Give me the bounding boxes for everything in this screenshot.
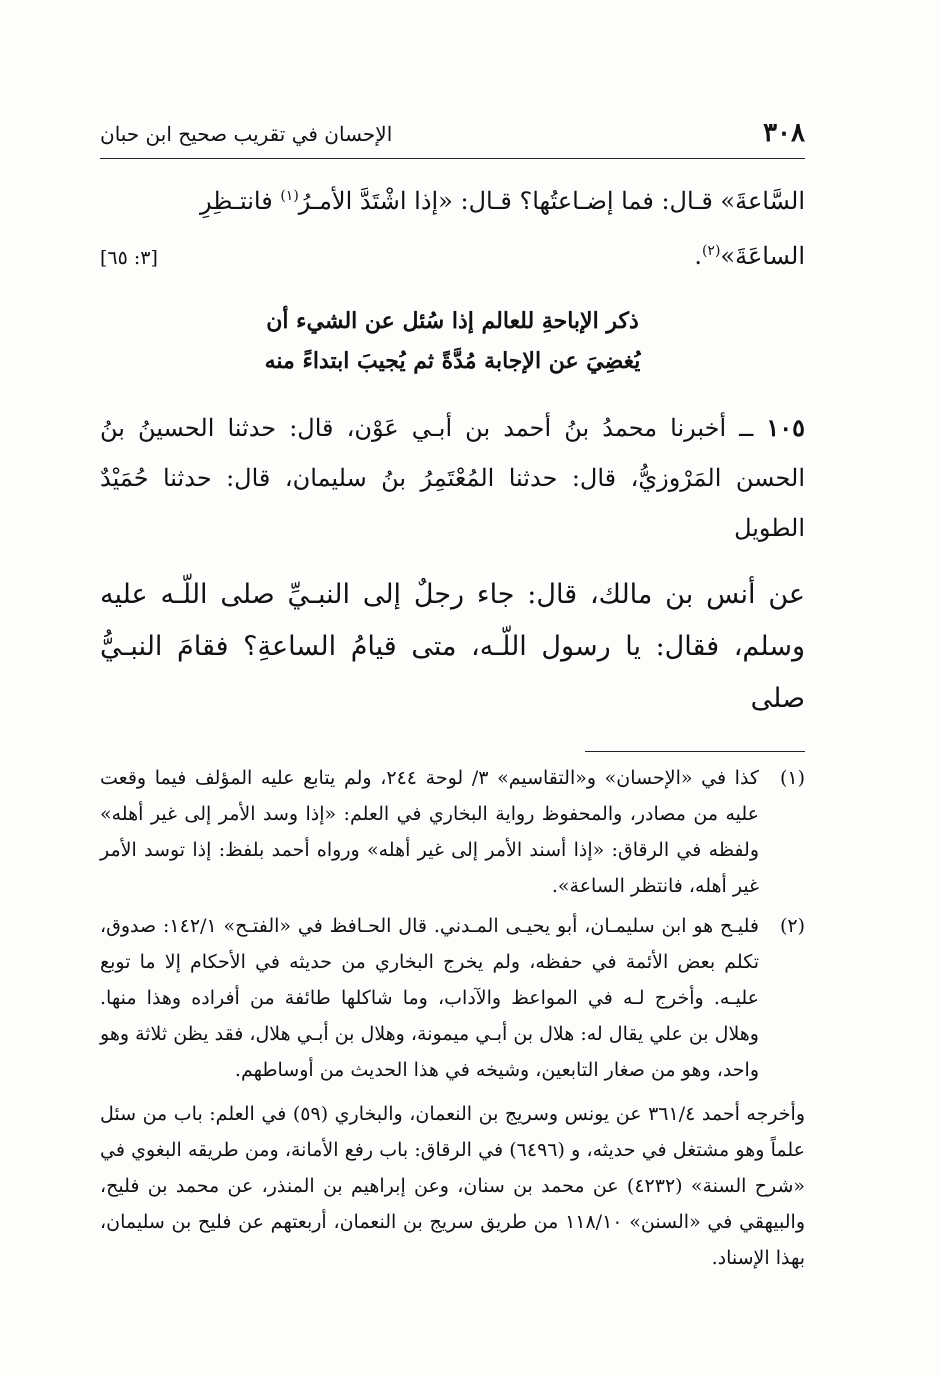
chapter-heading xyxy=(100,301,805,381)
chapter-heading-line1: ذكر الإباحةِ للعالم إذا سُئل عن الشيء أن xyxy=(266,308,639,334)
top-text-line1: السَّاعةَ» قـال: فما إضـاعتُها؟ قـال: «إذا اشْتَدَّ الأمـرُ$^{(١)}$ فانتـظِرِ xyxy=(200,187,805,215)
footnote-2-continuation: وأخرجه أحمد ٣٦١/٤ عن يونس وسريج بن النعمان، والبخاري (٥٩) في العلم: باب من سئل علماً وهو مشتغل في حديثه، و (٦٤٩٦) في الرقاق: باب رفع الأمانة، ومن طريقه البغوي في «شرح السنة» (٤٢٣٢) عن محمد بن سنان، وعن إبراهيم بن المنذر، عن محمد بن فليح، والبيهقي في «السنن» ١١٨/١٠ من طريق سريج بن النعمان، أربعتهم عن فليح بن سليمان، بهذا الإسناد. xyxy=(100,1103,806,1269)
footnote-ref-2[interactable]: (٢) xyxy=(701,243,721,259)
footnote-text: كذا في «الإحسان» و«التقاسيم» ٣/ لوحة ٢٤٤، ولم يتابع عليه المؤلف فيما وقعت عليه من مصادر، والمحفوظ رواية البخاري في العلم: «إذا وسد الأمر إلى غير أهله» ولفظه في الرقاق: «إذا أسند الأمر إلى غير أهله» ورواه أحمد بلفظ: إذا توسد الأمر غير أهله، فانتظر الساعة». xyxy=(100,767,759,897)
footnote-mark: (١) xyxy=(779,767,805,789)
running-title: الإحسان في تقريب صحيح ابن حبان xyxy=(100,122,393,146)
footnote-ref-1[interactable]: (١) xyxy=(280,188,299,204)
chapter-heading-line2: يُغضِيَ عن الإجابة مُدَّةً ثم يُجيبَ ابتداءً منه xyxy=(264,348,641,374)
top-text xyxy=(100,171,805,283)
footnote-text: فليـح هو ابن سليمـان، أبو يحيـى المـدني. قال الحـافظ في «الفتـح» ١٤٢/١: صدوق، تكلم بعض الأئمة في حفظه، ولم يخرج البخاري من حديثه في الأحكام إلا ما توبع عليـه. وأخرج لـه في المواعظ والآداب، وما شاكلها طائفة من أفراده وهذا منها. وهلال بن علي يقال له: هلال بن أبـي ميمونة، وهلال بن أبـي هلال، فقد يظن ثلاثة وهو واحد، وهو من صغار التابعين، وشيخه في هذا الحديث من أوساطهم. xyxy=(100,915,759,1081)
page-number: ٣٠٨ xyxy=(763,118,805,148)
footnotes xyxy=(100,760,805,1276)
hadith-number: ١٠٥ xyxy=(766,413,805,442)
isnad-text: ــ أخبرنا محمدُ بنُ أحمد بن أبـي عَوْن، قال: حدثنا الحسينُ بنُ الحسن المَرْوزيُّ، قال: حدثنا المُعْتَمِرُ بنُ سليمان، قال: حدثنا حُمَيْدٌ الطويل xyxy=(100,414,805,542)
page-header xyxy=(100,118,805,159)
footnote-mark: (٢) xyxy=(779,915,805,937)
footnote-separator xyxy=(585,751,805,752)
top-text-line2: الساعَةَ»$^{(٢)}$. [٣: ٦٥] xyxy=(100,226,805,283)
hadith-matn: عن أنس بن مالك، قال: جاء رجلٌ إلى النبـيِّ صلى اللّـه عليه وسلم، فقال: يا رسول اللّـه، متى قيامُ الساعةِ؟ فقامَ النبـيُّ صلى xyxy=(100,579,805,714)
hadith-isnad xyxy=(100,403,805,553)
footnote-2 xyxy=(100,908,805,1088)
footnote-1 xyxy=(100,760,805,904)
book-page xyxy=(100,118,805,1276)
citation: [٣: ٦٥] xyxy=(100,247,158,269)
